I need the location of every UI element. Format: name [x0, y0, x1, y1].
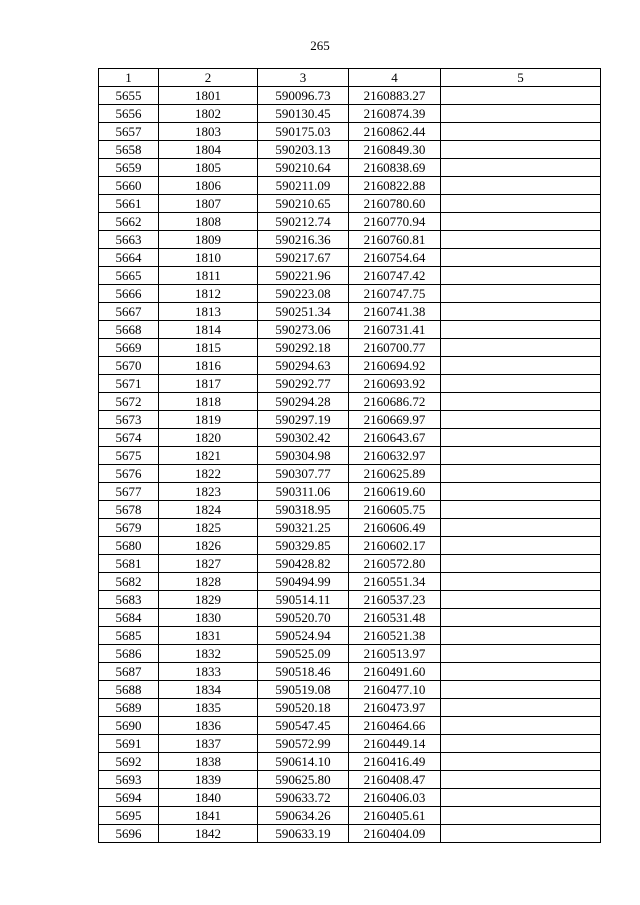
table-cell: 2160449.14	[349, 735, 441, 753]
table-cell: 590216.36	[258, 231, 349, 249]
table-cell: 5695	[99, 807, 159, 825]
table-cell: 590211.09	[258, 177, 349, 195]
table-cell	[441, 537, 601, 555]
table-cell	[441, 825, 601, 843]
table-cell: 590210.65	[258, 195, 349, 213]
table-cell: 590210.64	[258, 159, 349, 177]
table-cell	[441, 699, 601, 717]
table-cell: 1823	[159, 483, 258, 501]
table-cell: 2160838.69	[349, 159, 441, 177]
table-cell: 5684	[99, 609, 159, 627]
table-cell: 590273.06	[258, 321, 349, 339]
table-cell: 590212.74	[258, 213, 349, 231]
table-cell: 590329.85	[258, 537, 349, 555]
table-row	[99, 447, 601, 465]
table-cell	[441, 735, 601, 753]
table-cell: 5664	[99, 249, 159, 267]
table-row	[99, 375, 601, 393]
table-cell: 2160605.75	[349, 501, 441, 519]
table-cell: 2160619.60	[349, 483, 441, 501]
table-cell: 5665	[99, 267, 159, 285]
column-header: 3	[258, 69, 349, 87]
table-cell: 2160513.97	[349, 645, 441, 663]
table-row	[99, 789, 601, 807]
table-cell: 590311.06	[258, 483, 349, 501]
table-cell: 5677	[99, 483, 159, 501]
table-cell	[441, 195, 601, 213]
table-cell: 5690	[99, 717, 159, 735]
table-cell: 2160491.60	[349, 663, 441, 681]
table-cell: 5693	[99, 771, 159, 789]
table-cell: 1802	[159, 105, 258, 123]
table-cell	[441, 555, 601, 573]
table-cell: 590304.98	[258, 447, 349, 465]
table-cell: 590614.10	[258, 753, 349, 771]
table-cell: 2160874.39	[349, 105, 441, 123]
table-row	[99, 735, 601, 753]
page-number: 265	[310, 38, 330, 53]
table-cell: 5666	[99, 285, 159, 303]
table-row	[99, 285, 601, 303]
table-cell: 1840	[159, 789, 258, 807]
table-row	[99, 519, 601, 537]
table-cell	[441, 339, 601, 357]
table-cell	[441, 393, 601, 411]
table-cell: 1813	[159, 303, 258, 321]
table-cell: 2160849.30	[349, 141, 441, 159]
table-cell: 590217.67	[258, 249, 349, 267]
table-row	[99, 699, 601, 717]
table-row	[99, 357, 601, 375]
table-cell: 5669	[99, 339, 159, 357]
table-cell: 1842	[159, 825, 258, 843]
table-cell: 5694	[99, 789, 159, 807]
table-cell: 5670	[99, 357, 159, 375]
table-row	[99, 321, 601, 339]
column-header: 5	[441, 69, 601, 87]
table-cell: 590223.08	[258, 285, 349, 303]
table-cell	[441, 573, 601, 591]
table-cell: 1833	[159, 663, 258, 681]
table-cell	[441, 519, 601, 537]
table-row	[99, 177, 601, 195]
table-cell: 1805	[159, 159, 258, 177]
table-cell: 1812	[159, 285, 258, 303]
table-cell: 1824	[159, 501, 258, 519]
table-cell	[441, 285, 601, 303]
table-cell	[441, 627, 601, 645]
table-cell	[441, 159, 601, 177]
table-cell: 2160521.38	[349, 627, 441, 645]
table-cell: 2160770.94	[349, 213, 441, 231]
table-cell: 2160477.10	[349, 681, 441, 699]
table-cell: 1837	[159, 735, 258, 753]
table-cell: 5675	[99, 447, 159, 465]
table-row	[99, 555, 601, 573]
table-cell: 1815	[159, 339, 258, 357]
table-row	[99, 807, 601, 825]
table-cell: 5659	[99, 159, 159, 177]
table-cell: 5661	[99, 195, 159, 213]
table-cell: 1841	[159, 807, 258, 825]
table-cell: 590428.82	[258, 555, 349, 573]
table-cell	[441, 249, 601, 267]
table-cell: 590547.45	[258, 717, 349, 735]
table-cell: 590520.70	[258, 609, 349, 627]
table-cell	[441, 789, 601, 807]
column-header: 1	[99, 69, 159, 87]
table-row	[99, 537, 601, 555]
table-cell: 590520.18	[258, 699, 349, 717]
table-cell: 2160406.03	[349, 789, 441, 807]
table-row	[99, 627, 601, 645]
table-row	[99, 645, 601, 663]
table-cell: 590294.28	[258, 393, 349, 411]
table-cell: 1831	[159, 627, 258, 645]
table-cell: 2160700.77	[349, 339, 441, 357]
table-cell: 5685	[99, 627, 159, 645]
table-cell	[441, 645, 601, 663]
table-cell	[441, 123, 601, 141]
table-cell: 5696	[99, 825, 159, 843]
table-cell: 590518.46	[258, 663, 349, 681]
table-row	[99, 339, 601, 357]
table-cell: 2160780.60	[349, 195, 441, 213]
table-cell: 590292.77	[258, 375, 349, 393]
table-cell	[441, 753, 601, 771]
table-cell: 2160408.47	[349, 771, 441, 789]
table-cell: 5689	[99, 699, 159, 717]
table-cell: 1834	[159, 681, 258, 699]
table-cell: 2160747.75	[349, 285, 441, 303]
table-cell: 2160632.97	[349, 447, 441, 465]
table-row	[99, 771, 601, 789]
table-cell: 1807	[159, 195, 258, 213]
table-cell: 1820	[159, 429, 258, 447]
table-cell	[441, 321, 601, 339]
table-cell: 5671	[99, 375, 159, 393]
table-cell: 5667	[99, 303, 159, 321]
table-cell: 590294.63	[258, 357, 349, 375]
table-cell: 590321.25	[258, 519, 349, 537]
table-cell: 1827	[159, 555, 258, 573]
table-cell: 1810	[159, 249, 258, 267]
table-cell: 2160822.88	[349, 177, 441, 195]
table-cell: 5679	[99, 519, 159, 537]
table-cell: 1826	[159, 537, 258, 555]
column-header: 4	[349, 69, 441, 87]
table-cell: 2160625.89	[349, 465, 441, 483]
table-row	[99, 681, 601, 699]
table-cell: 5691	[99, 735, 159, 753]
table-row	[99, 213, 601, 231]
table-cell	[441, 609, 601, 627]
table-row	[99, 573, 601, 591]
table-cell: 1828	[159, 573, 258, 591]
table-cell: 5673	[99, 411, 159, 429]
table-cell	[441, 681, 601, 699]
table-cell: 590524.94	[258, 627, 349, 645]
table-cell: 5672	[99, 393, 159, 411]
table-cell: 2160551.34	[349, 573, 441, 591]
table-cell: 2160473.97	[349, 699, 441, 717]
table-cell: 5687	[99, 663, 159, 681]
table-cell	[441, 105, 601, 123]
table-cell: 5658	[99, 141, 159, 159]
table-cell	[441, 231, 601, 249]
table-cell: 2160754.64	[349, 249, 441, 267]
table-cell: 590203.13	[258, 141, 349, 159]
table-cell: 5674	[99, 429, 159, 447]
table-cell: 2160686.72	[349, 393, 441, 411]
table-row	[99, 195, 601, 213]
table-cell: 2160883.27	[349, 87, 441, 105]
table-cell: 5668	[99, 321, 159, 339]
table-cell: 2160693.92	[349, 375, 441, 393]
table-cell	[441, 807, 601, 825]
table-cell	[441, 501, 601, 519]
table-row	[99, 267, 601, 285]
table-cell: 1836	[159, 717, 258, 735]
table-cell	[441, 465, 601, 483]
table-row	[99, 717, 601, 735]
table-cell: 1818	[159, 393, 258, 411]
table-row	[99, 429, 601, 447]
table-row	[99, 231, 601, 249]
table-cell: 5680	[99, 537, 159, 555]
table-cell: 1803	[159, 123, 258, 141]
table-cell: 1838	[159, 753, 258, 771]
table-cell	[441, 375, 601, 393]
table-cell: 1829	[159, 591, 258, 609]
table-row	[99, 825, 601, 843]
table-cell: 590625.80	[258, 771, 349, 789]
table-cell: 5692	[99, 753, 159, 771]
table-cell: 1816	[159, 357, 258, 375]
table-cell: 5663	[99, 231, 159, 249]
table-cell: 2160694.92	[349, 357, 441, 375]
table-cell: 2160606.49	[349, 519, 441, 537]
table-cell: 5662	[99, 213, 159, 231]
table-cell: 5688	[99, 681, 159, 699]
table-cell: 590634.26	[258, 807, 349, 825]
table-cell: 590292.18	[258, 339, 349, 357]
table-cell: 590251.34	[258, 303, 349, 321]
table-cell: 2160602.17	[349, 537, 441, 555]
table-cell: 1806	[159, 177, 258, 195]
table-cell: 590130.45	[258, 105, 349, 123]
table-row	[99, 159, 601, 177]
table-row	[99, 591, 601, 609]
table-cell: 1808	[159, 213, 258, 231]
table-cell: 1830	[159, 609, 258, 627]
table-cell	[441, 429, 601, 447]
table-cell	[441, 213, 601, 231]
table-cell	[441, 591, 601, 609]
table-cell: 590297.19	[258, 411, 349, 429]
table-row	[99, 483, 601, 501]
table-row	[99, 393, 601, 411]
table-row	[99, 411, 601, 429]
table-cell: 2160464.66	[349, 717, 441, 735]
table-cell	[441, 177, 601, 195]
table-body	[99, 87, 601, 843]
table-row	[99, 87, 601, 105]
table-cell: 1801	[159, 87, 258, 105]
table-row	[99, 753, 601, 771]
table-cell: 1817	[159, 375, 258, 393]
table-cell	[441, 267, 601, 285]
table-cell: 1811	[159, 267, 258, 285]
table-cell	[441, 447, 601, 465]
table-cell: 590519.08	[258, 681, 349, 699]
table-cell: 590572.99	[258, 735, 349, 753]
table-cell: 2160643.67	[349, 429, 441, 447]
table-cell: 2160531.48	[349, 609, 441, 627]
table-cell	[441, 663, 601, 681]
table-cell	[441, 411, 601, 429]
table-cell: 590633.72	[258, 789, 349, 807]
table-cell	[441, 357, 601, 375]
table-cell	[441, 483, 601, 501]
table-cell: 5660	[99, 177, 159, 195]
table-row	[99, 663, 601, 681]
table-row	[99, 303, 601, 321]
table-row	[99, 501, 601, 519]
table-cell: 2160862.44	[349, 123, 441, 141]
table-cell: 1839	[159, 771, 258, 789]
table-cell: 2160760.81	[349, 231, 441, 249]
table-cell: 590221.96	[258, 267, 349, 285]
table-cell: 1835	[159, 699, 258, 717]
table-cell: 5686	[99, 645, 159, 663]
table-cell: 2160669.97	[349, 411, 441, 429]
table-row	[99, 123, 601, 141]
table-header-row	[99, 69, 601, 87]
table-cell: 590307.77	[258, 465, 349, 483]
table-cell	[441, 771, 601, 789]
table-cell: 5683	[99, 591, 159, 609]
table-cell: 1809	[159, 231, 258, 249]
table-cell: 2160572.80	[349, 555, 441, 573]
table-row	[99, 609, 601, 627]
table-cell: 5655	[99, 87, 159, 105]
table-cell: 1814	[159, 321, 258, 339]
table-cell	[441, 303, 601, 321]
table-cell: 590175.03	[258, 123, 349, 141]
table-cell: 2160405.61	[349, 807, 441, 825]
table-cell: 5681	[99, 555, 159, 573]
table-cell: 2160537.23	[349, 591, 441, 609]
table-cell	[441, 141, 601, 159]
table-cell	[441, 87, 601, 105]
table-cell: 2160747.42	[349, 267, 441, 285]
table-cell: 1825	[159, 519, 258, 537]
table-row	[99, 465, 601, 483]
table-row	[99, 249, 601, 267]
table-cell: 590302.42	[258, 429, 349, 447]
coordinates-table	[98, 68, 601, 843]
table-cell: 590494.99	[258, 573, 349, 591]
table-cell: 590514.11	[258, 591, 349, 609]
table-cell	[441, 717, 601, 735]
table-cell: 590096.73	[258, 87, 349, 105]
table-cell: 5657	[99, 123, 159, 141]
table-cell: 5676	[99, 465, 159, 483]
table-row	[99, 105, 601, 123]
table-cell: 2160741.38	[349, 303, 441, 321]
table-cell: 5682	[99, 573, 159, 591]
table-cell: 2160404.09	[349, 825, 441, 843]
table-cell: 1821	[159, 447, 258, 465]
table-cell: 1822	[159, 465, 258, 483]
table-cell: 2160731.41	[349, 321, 441, 339]
table-cell: 2160416.49	[349, 753, 441, 771]
table-cell: 5678	[99, 501, 159, 519]
table-cell: 1804	[159, 141, 258, 159]
table-cell: 590318.95	[258, 501, 349, 519]
table-row	[99, 141, 601, 159]
table-cell: 1832	[159, 645, 258, 663]
column-header: 2	[159, 69, 258, 87]
table-cell: 1819	[159, 411, 258, 429]
table-cell: 590525.09	[258, 645, 349, 663]
table-cell: 5656	[99, 105, 159, 123]
table-cell: 590633.19	[258, 825, 349, 843]
